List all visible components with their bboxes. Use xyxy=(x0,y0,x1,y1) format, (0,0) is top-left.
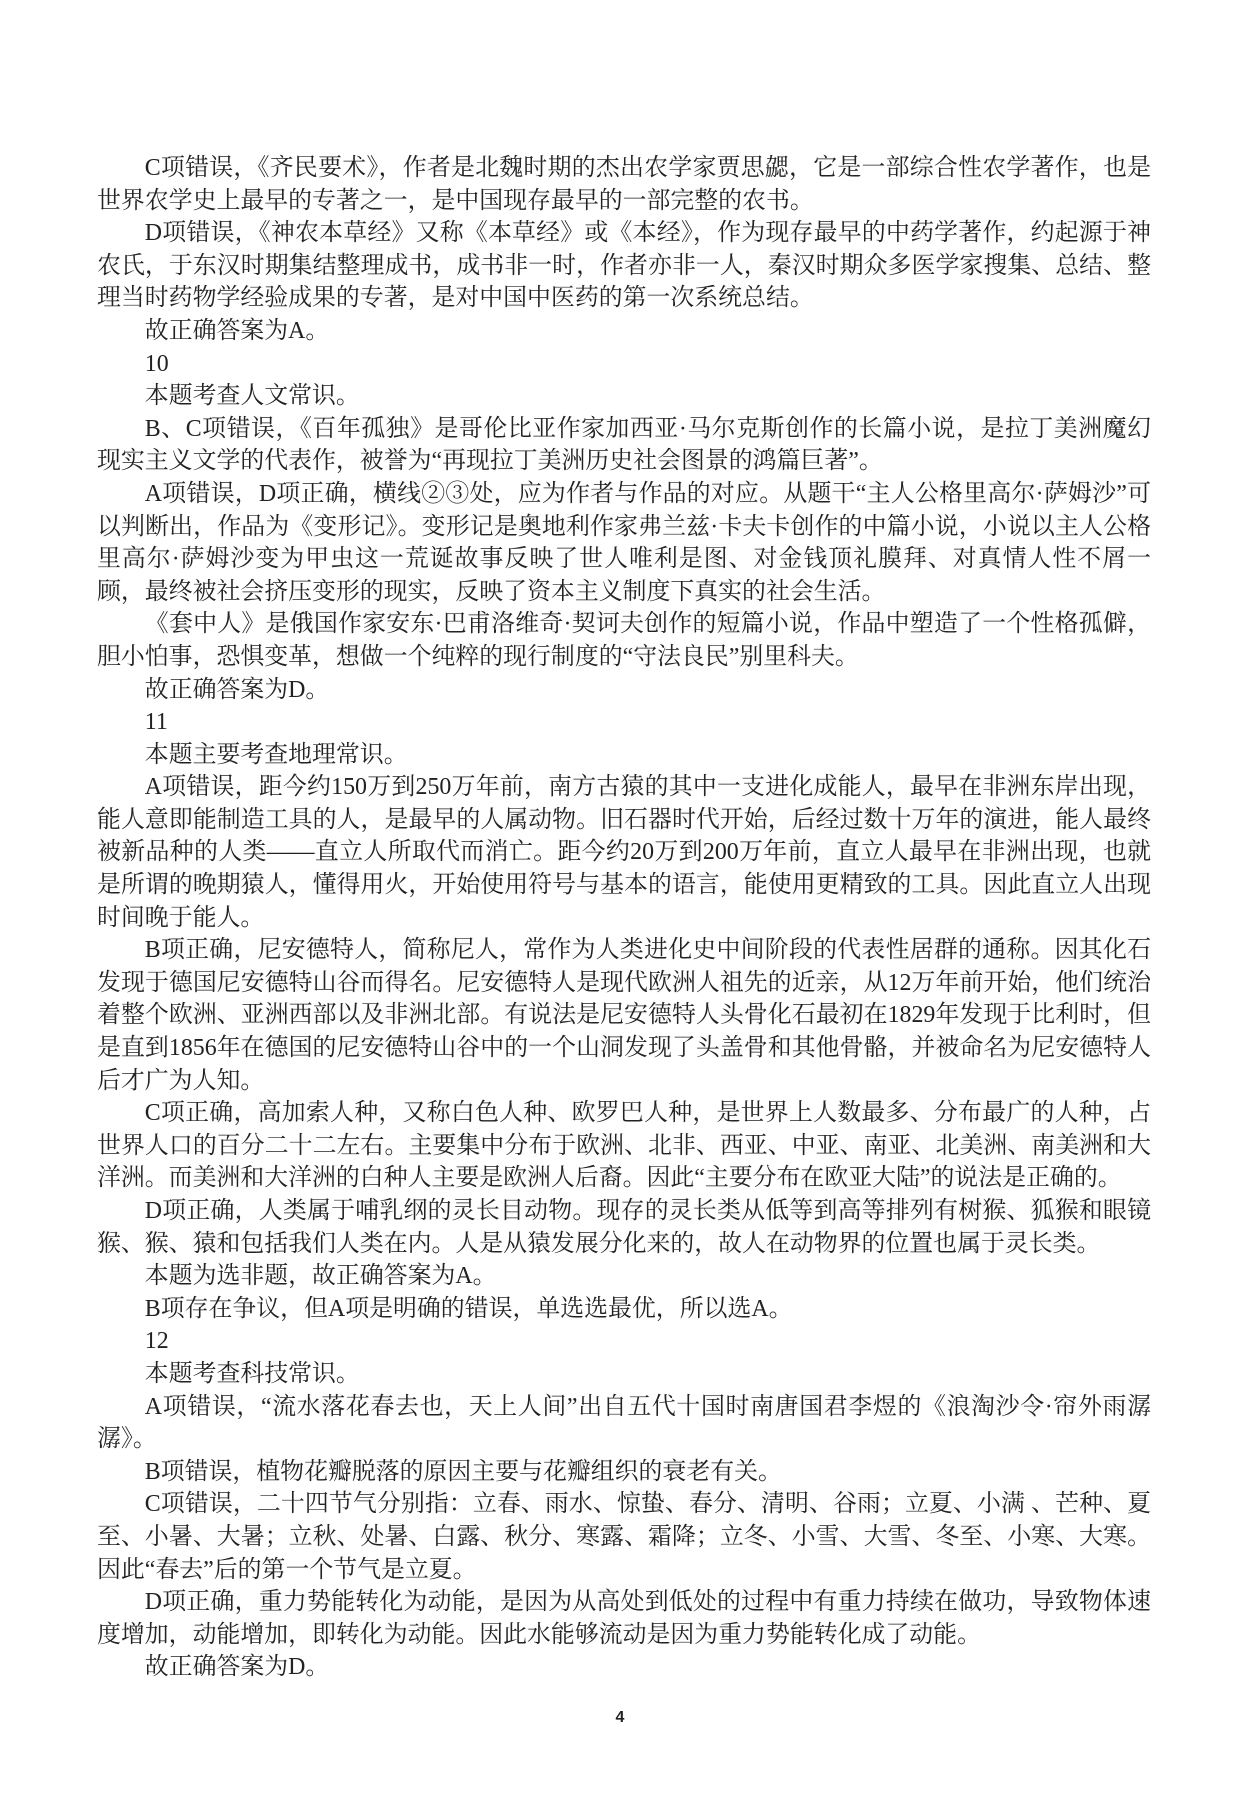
paragraph: 《套中人》是俄国作家安东·巴甫洛维奇·契诃夫创作的短篇小说，作品中塑造了一个性格孤僻，胆小怕事，恐惧变革，想做一个纯粹的现行制度的“守法良民”别里科夫。 xyxy=(97,611,1151,670)
paragraph: A项错误，D项正确，横线②③处，应为作者与作品的对应。从题干“主人公格里高尔·萨姆沙”可以判断出，作品为《变形记》。变形记是奥地利作家弗兰兹·卡夫卡创作的中篇小说，小说以主人公格里高尔·萨姆沙变为甲虫这一荒诞故事反映了世人唯利是图、对金钱顶礼膜拜、对真情人性不屑一顾，最终被社会挤压变形的现实，反映了资本主义制度下真实的社会生活。 xyxy=(97,480,1151,605)
paragraph: A项错误，距今约150万到250万年前，南方古猿的其中一支进化成能人，最早在非洲东岸出现，能人意即能制造工具的人，是最早的人属动物。旧石器时代开始，后经过数十万年的演进，能人最终被新品种的人类——直立人所取代而消亡。距今约20万到200万年前，直立人最早在非洲出现，也就是所谓的晚期猿人，懂得用火，开始使用符号与基本的语言，能使用更精致的工具。因此直立人出现时间晚于能人。 xyxy=(97,774,1151,931)
paragraph: C项正确，高加索人种，又称白色人种、欧罗巴人种，是世界上人数最多、分布最广的人种，占世界人口的百分二十二左右。主要集中分布于欧洲、北非、西亚、中亚、南亚、北美洲、南美洲和大洋洲。而美洲和大洋洲的白种人主要是欧洲人后裔。因此“主要分布在欧亚大陆”的说法是正确的。 xyxy=(97,1100,1151,1192)
paragraph: D项正确，人类属于哺乳纲的灵长目动物。现存的灵长类从低等到高等排列有树猴、狐猴和眼镜猴、猴、猿和包括我们人类在内。人是从猿发展分化来的，故人在动物界的位置也属于灵长类。 xyxy=(97,1198,1151,1257)
paragraph: 故正确答案为D。 xyxy=(144,1654,330,1681)
paragraph: B项存在争议，但A项是明确的错误，单选选最优，所以选A。 xyxy=(144,1295,793,1322)
paragraph: B项错误，植物花瓣脱落的原因主要与花瓣组织的衰老有关。 xyxy=(144,1458,782,1485)
page-number: 4 xyxy=(615,1708,625,1726)
paragraph: 本题为选非题，故正确答案为A。 xyxy=(144,1263,497,1290)
paragraph: 本题考查科技常识。 xyxy=(144,1360,360,1387)
paragraph: 故正确答案为D。 xyxy=(144,676,330,703)
paragraph: C项错误，《齐民要术》，作者是北魏时期的杰出农学家贾思勰，它是一部综合性农学著作，也是世界农学史上最早的专著之一，是中国现存最早的一部完整的农书。 xyxy=(97,155,1151,214)
paragraph: B、C项错误，《百年孤独》是哥伦比亚作家加西亚·马尔克斯创作的长篇小说，是拉丁美洲魔幻现实主义文学的代表作，被誉为“再现拉丁美洲历史社会图景的鸿篇巨著”。 xyxy=(97,415,1151,475)
paragraph: D项错误，《神农本草经》又称《本草经》或《本经》，作为现存最早的中药学著作，约起源于神农氏，于东汉时期集结整理成书，成书非一时，作者亦非一人，秦汉时期众多医学家搜集、总结、整理当时药物学经验成果的专著，是对中国中医药的第一次系统总结。 xyxy=(97,220,1151,312)
paragraph: A项错误，“流水落花春去也，天上人间”出自五代十国时南唐国君李煜的《浪淘沙令·帘外雨潺潺》。 xyxy=(97,1393,1151,1453)
paragraph: 11 xyxy=(144,709,168,736)
paragraph: 本题主要考查地理常识。 xyxy=(144,741,408,768)
paragraph: 10 xyxy=(144,350,169,377)
paragraph: C项错误，二十四节气分别指：立春、雨水、惊蛰、春分、清明、谷雨；立夏、小满 、芒种、夏至、小暑、大暑；立秋、处暑、白露、秋分、寒露、霜降；立冬、小雪、大雪、冬至、小寒、大寒。因此“春去”后的第一个节气是立夏。 xyxy=(97,1491,1151,1583)
paragraph: D项正确，重力势能转化为动能，是因为从高处到低处的过程中有重力持续在做功，导致物体速度增加，动能增加，即转化为动能。因此水能够流动是因为重力势能转化成了动能。 xyxy=(97,1589,1151,1648)
paragraph: 本题考查人文常识。 xyxy=(144,383,360,410)
paragraph: B项正确，尼安德特人，简称尼人，常作为人类进化史中间阶段的代表性居群的通称。因其化石发现于德国尼安德特山谷而得名。尼安德特人是现代欧洲人祖先的近亲，从12万年前开始，他们统治着整个欧洲、亚洲西部以及非洲北部。有说法是尼安德特人头骨化石最初在1829年发现于比利时，但是直到1856年在德国的尼安德特山谷中的一个山洞发现了头盖骨和其他骨骼，并被命名为尼安德特人后才广为人知。 xyxy=(97,937,1151,1094)
paragraph: 12 xyxy=(144,1328,169,1355)
paragraph: 故正确答案为A。 xyxy=(144,317,330,344)
document-body xyxy=(97,0,1151,1684)
